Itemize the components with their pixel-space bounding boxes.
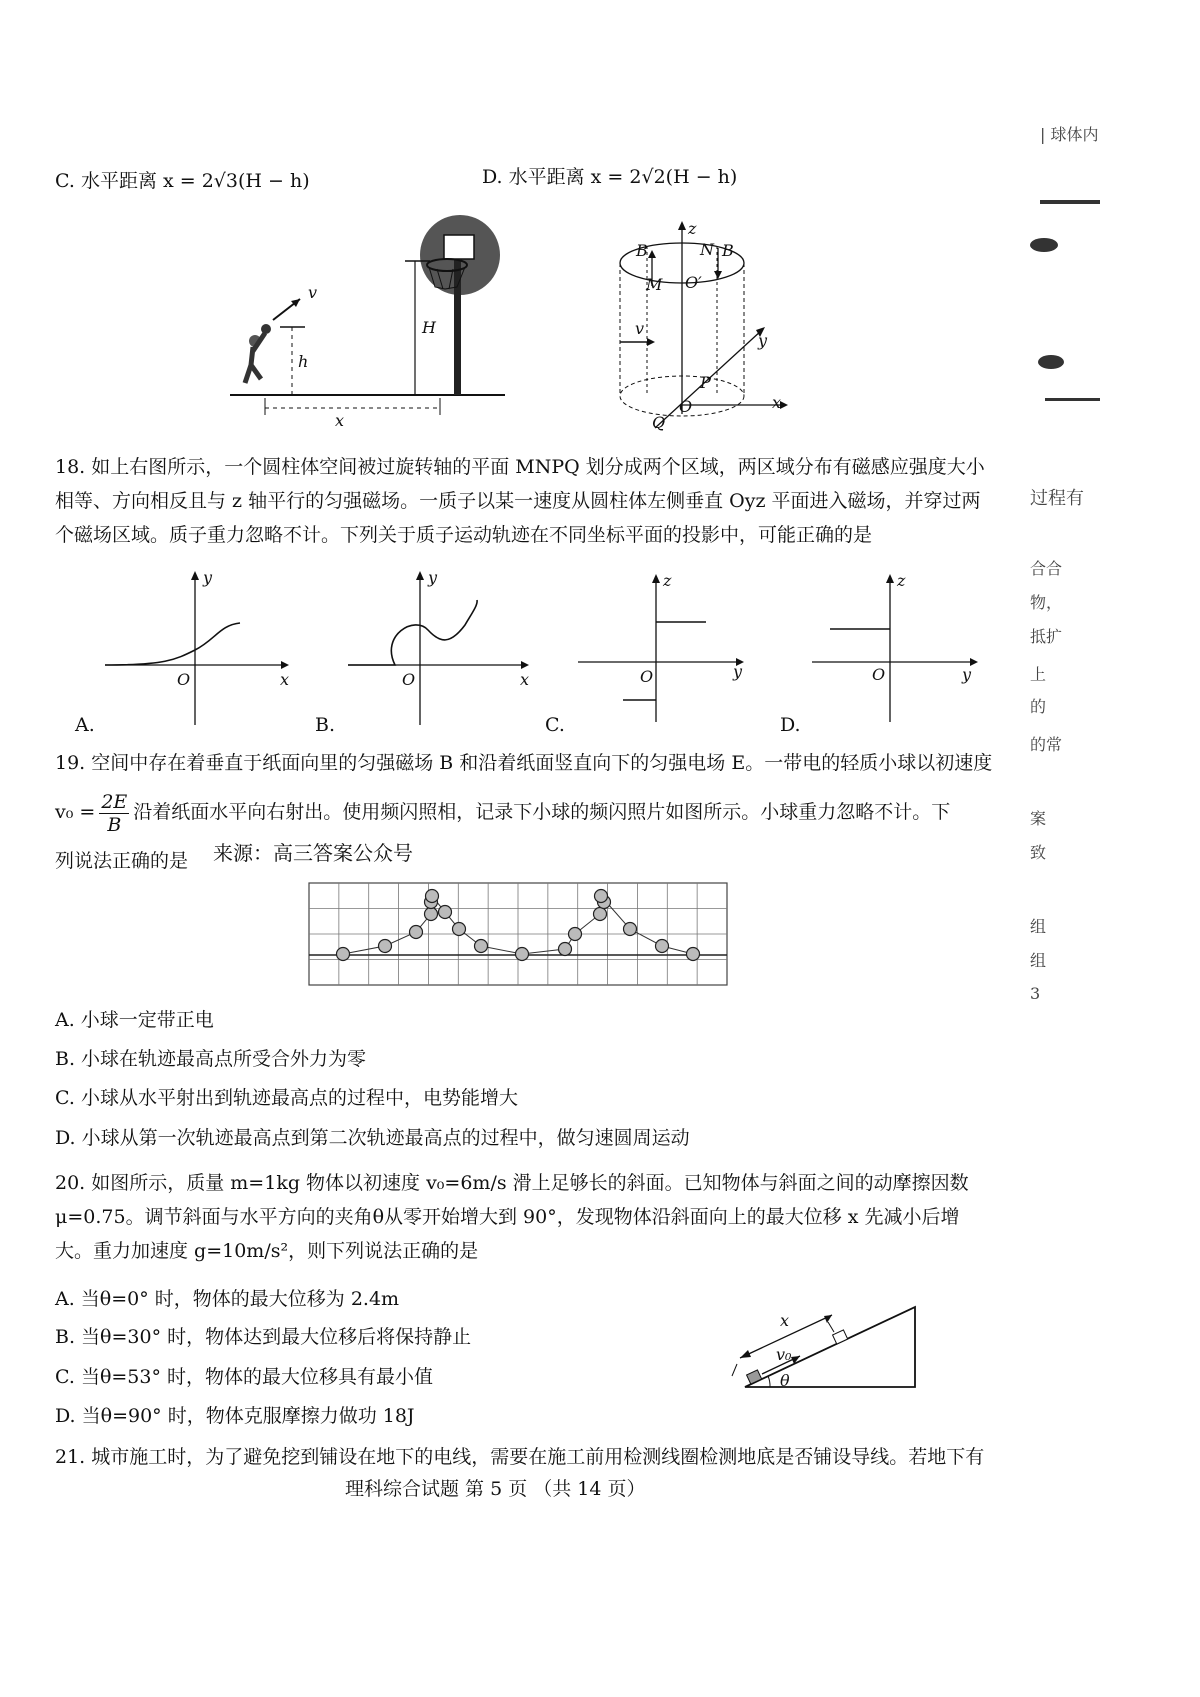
edge-fragment: 案 (1030, 809, 1047, 828)
origin-label: O (640, 667, 654, 686)
axis-label: y (428, 568, 438, 587)
cyl-x: x (772, 393, 782, 412)
cylinder-field-figure (600, 218, 800, 433)
incline-theta: θ (780, 1371, 790, 1390)
axis-label: z (663, 571, 672, 590)
strobe-photo-grid (308, 882, 728, 987)
q19-frac-num: 2E (101, 790, 128, 813)
q18-graph-a (75, 565, 290, 735)
cyl-v: v (635, 319, 645, 338)
q19-source: 来源：高三答案公众号 (213, 841, 413, 865)
incline-x: x (780, 1311, 790, 1330)
strobe-ball (439, 906, 452, 919)
q17-option-d: D. 水平距离 x = 2√2(H − h) (482, 166, 738, 188)
strobe-ball (687, 948, 700, 961)
edge-fragment: 3 (1030, 984, 1041, 1003)
q18-graph-a-label: A. (75, 714, 95, 736)
axis-label: y (203, 568, 213, 587)
q20-option-c: C. 当θ=53° 时，物体的最大位移具有最小值 (55, 1366, 434, 1388)
cyl-B2: B (722, 241, 734, 260)
axis-label: y (733, 662, 743, 681)
cyl-z: z (688, 219, 697, 238)
q20-option-b: B. 当θ=30° 时，物体达到最大位移后将保持静止 (55, 1326, 472, 1348)
label-H: H (422, 318, 436, 337)
cyl-P: P (700, 373, 711, 392)
cyl-N: N (700, 240, 714, 259)
q20-text: 20. 如图所示，质量 m=1kg 物体以初速度 v₀=6m/s 滑上足够长的斜面。已知物体与斜面之间的动摩擦因数μ=0.75。调节斜面与水平方向的夹角θ从零开始增大到 90°，发现物体沿斜面向上的最大位移 x 先减小后增大。重力加速度 g=10m/s²，则下列说法正确的是 (55, 1172, 969, 1262)
q19-line2-rest: 沿着纸面水平向右射出。使用频闪照相，记录下小球的频闪照片如图所示。小球重力忽略不计。下 (133, 801, 951, 823)
q19-fraction (99, 791, 129, 836)
strobe-ball (425, 908, 438, 921)
edge-fragment: | 球体内 (1040, 125, 1099, 144)
q19-line1: 19. 空间中存在着垂直于纸面向里的匀强磁场 B 和沿着纸面竖直向下的匀强电场 E。一带电的轻质小球以初速度 (55, 752, 993, 774)
cyl-M: M (646, 275, 663, 294)
edge-blob (1038, 355, 1064, 369)
q18-graph-d-label: D. (780, 714, 801, 736)
edge-fragment: 过程有 (1030, 488, 1084, 509)
q18-graph-b (340, 565, 540, 735)
q18-graph-d (812, 572, 1012, 742)
page-footer: 理科综合试题 第 5 页 （共 14 页） (345, 1478, 646, 1500)
incline-figure (740, 1302, 930, 1392)
axis-label: x (520, 670, 530, 689)
strobe-ball (337, 948, 350, 961)
edge-fragment: 合合 (1030, 559, 1063, 578)
strobe-ball (453, 923, 466, 936)
edge-fragment: 致 (1030, 843, 1047, 862)
edge-line (1040, 200, 1100, 204)
q19-option-a: A. 小球一定带正电 (55, 1009, 214, 1031)
strobe-ball (426, 890, 439, 903)
q18-graph-c-label: C. (545, 714, 565, 736)
origin-label: O (177, 670, 191, 689)
cyl-Q: Q (652, 413, 666, 432)
origin-label: O (872, 665, 886, 684)
cyl-O-prime: O′ (685, 273, 702, 292)
q19-option-c: C. 小球从水平射出到轨迹最高点的过程中，电势能增大 (55, 1087, 518, 1109)
q20-option-d: D. 当θ=90° 时，物体克服摩擦力做功 18J (55, 1405, 415, 1427)
q17-option-c: C. 水平距离 x = 2√3(H − h) (55, 170, 310, 192)
strobe-ball (516, 948, 529, 961)
strobe-ball (410, 926, 423, 939)
edge-fragment: 的常 (1030, 735, 1063, 754)
cyl-O: O (679, 397, 693, 416)
strobe-ball (379, 940, 392, 953)
q19-option-d: D. 小球从第一次轨迹最高点到第二次轨迹最高点的过程中，做匀速圆周运动 (55, 1127, 690, 1149)
incline-v0: v₀ (776, 1345, 792, 1364)
q19-frac-den: B (107, 813, 122, 836)
strobe-ball (559, 943, 572, 956)
label-h: h (298, 352, 309, 371)
strobe-ball (475, 940, 488, 953)
q18-graph-b-label: B. (315, 714, 336, 736)
edge-fragment: 组 (1030, 917, 1047, 936)
q20-option-a: A. 当θ=0° 时，物体的最大位移为 2.4m (55, 1288, 400, 1310)
edge-line (1045, 398, 1100, 401)
edge-fragment: 上 (1030, 665, 1047, 684)
cyl-y: y (758, 331, 768, 350)
edge-fragment: 抵扩 (1030, 627, 1063, 646)
basketball-figure (225, 215, 525, 430)
strobe-ball (624, 923, 637, 936)
strobe-ball (656, 940, 669, 953)
label-v: v (308, 283, 318, 302)
q18-text: 18. 如上右图所示，一个圆柱体空间被过旋转轴的平面 MNPQ 划分成两个区域，两区域分布有磁感应强度大小相等、方向相反且与 z 轴平行的匀强磁场。一质子以某一速度从圆柱体左侧垂直 Oyz 平面进入磁场，并穿过两个磁场区域。质子重力忽略不计。下列关于质子运动轨迹在不同坐标平面的投影中，可能正确的是 (55, 456, 985, 546)
label-x: x (335, 411, 345, 430)
strobe-ball (569, 928, 582, 941)
edge-fragment: 组 (1030, 951, 1047, 970)
q18-graph-c (578, 572, 778, 742)
q19-line3: 列说法正确的是 (55, 850, 189, 872)
q19-v0: v₀ = (55, 801, 96, 823)
cyl-B1: B (636, 241, 648, 260)
axis-label: y (962, 665, 972, 684)
origin-label: O (402, 670, 416, 689)
strobe-ball (595, 890, 608, 903)
q21-text: 21. 城市施工时，为了避免挖到铺设在地下的电线，需要在施工前用检测线圈检测地底是否铺设导线。若地下有 (55, 1446, 985, 1468)
edge-blob (1030, 238, 1058, 252)
q19-option-b: B. 小球在轨迹最高点所受合外力为零 (55, 1048, 367, 1070)
axis-label: z (897, 571, 906, 590)
q19-line2 (55, 782, 950, 842)
strobe-ball (594, 908, 607, 921)
edge-fragment: 物， (1030, 593, 1063, 612)
edge-fragment: 的 (1030, 697, 1047, 716)
axis-label: x (280, 670, 290, 689)
